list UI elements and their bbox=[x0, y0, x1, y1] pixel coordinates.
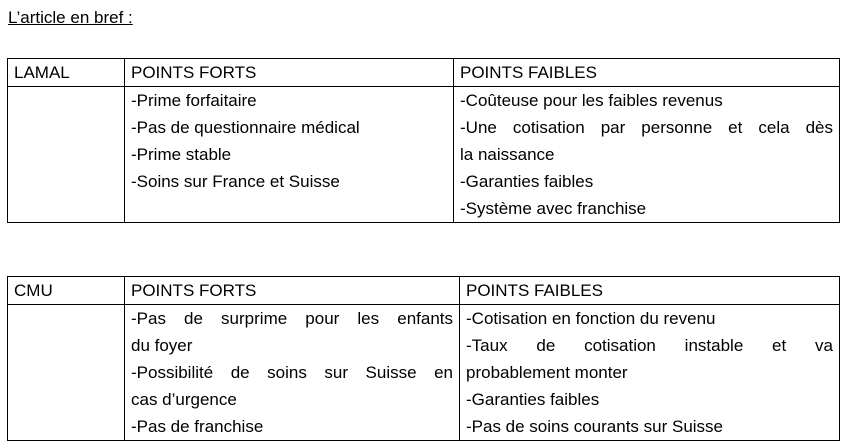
table-body-row bbox=[8, 87, 840, 223]
weakness-item: -Cotisation en fonction du revenu bbox=[466, 309, 716, 328]
weakness-item: -Garanties faibles bbox=[466, 390, 600, 409]
weakness-item: -Système avec franchise bbox=[460, 199, 647, 218]
cmu-table bbox=[7, 276, 840, 441]
weaknesses-cell bbox=[460, 305, 840, 441]
weakness-item: -Coûteuse pour les faibles revenus bbox=[460, 91, 723, 110]
weakness-item: -Taux de cotisation instable et va bbox=[466, 336, 833, 355]
weakness-item: la naissance bbox=[460, 145, 555, 164]
strength-item: -Pas de franchise bbox=[131, 417, 264, 436]
strength-item: -Pas de surprime pour les enfants bbox=[131, 309, 453, 328]
table-header-row bbox=[8, 59, 840, 87]
table-header-row bbox=[8, 277, 840, 305]
empty-cell bbox=[8, 87, 125, 223]
strengths-cell bbox=[125, 305, 460, 441]
weaknesses-header: POINTS FAIBLES bbox=[460, 277, 840, 305]
lamal-table bbox=[7, 58, 840, 223]
weakness-item: -Une cotisation par personne et cela dès bbox=[460, 118, 833, 137]
strengths-header: POINTS FORTS bbox=[125, 59, 454, 87]
strength-item: cas d’urgence bbox=[131, 390, 237, 409]
strength-item: -Prime stable bbox=[131, 145, 232, 164]
table-label: CMU bbox=[8, 277, 125, 305]
weakness-item: -Garanties faibles bbox=[460, 172, 594, 191]
empty-cell bbox=[8, 305, 125, 441]
weakness-item: probablement monter bbox=[466, 363, 628, 382]
strength-item: -Soins sur France et Suisse bbox=[131, 172, 340, 191]
weakness-item: -Pas de soins courants sur Suisse bbox=[466, 417, 724, 436]
weaknesses-header: POINTS FAIBLES bbox=[454, 59, 840, 87]
table-label: LAMAL bbox=[8, 59, 125, 87]
weaknesses-cell bbox=[454, 87, 840, 223]
strengths-header: POINTS FORTS bbox=[125, 277, 460, 305]
strength-item: -Possibilité de soins sur Suisse en bbox=[131, 363, 453, 382]
table-body-row bbox=[8, 305, 840, 441]
page-heading: L’article en bref : bbox=[8, 8, 133, 27]
strength-item: -Prime forfaitaire bbox=[131, 91, 257, 110]
strengths-cell bbox=[125, 87, 454, 223]
strength-item: -Pas de questionnaire médical bbox=[131, 118, 360, 137]
strength-item: du foyer bbox=[131, 336, 193, 355]
